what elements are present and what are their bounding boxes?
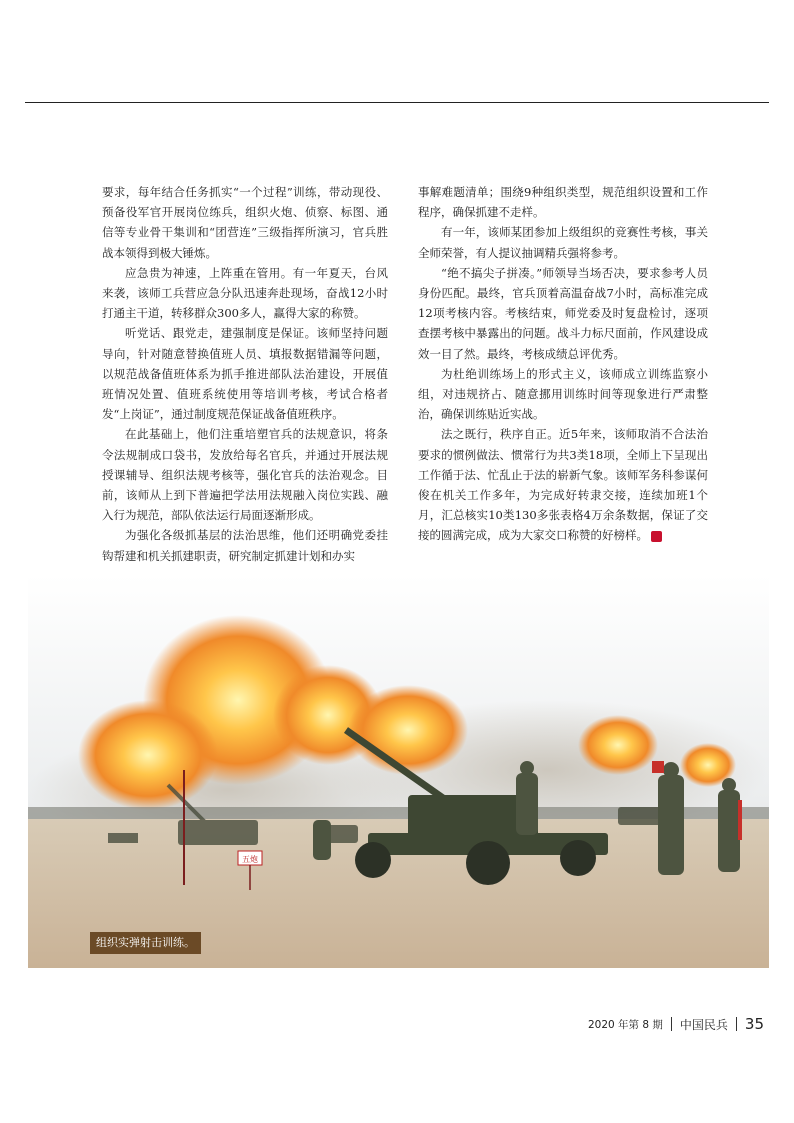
footer-divider — [736, 1017, 737, 1031]
header-rule — [25, 102, 769, 103]
artillery-photo — [28, 575, 769, 968]
text-column-left — [102, 182, 388, 566]
paragraph: 应急贵为神速，上阵重在管用。有一年夏天，台风来袭，该师工兵营应急分队迅速奔赴现场，奋战12小时打通主干道，转移群众300多人，赢得大家的称赞。 — [102, 265, 388, 321]
paragraph: “绝不搞尖子拼凑。”师领导当场否决，要求参考人员身份匹配。最终，官兵顶着高温奋战7小时，高标准完成12项考核内容。考核结束，师党委及时复盘检讨，逐项查摆考核中暴露出的问题。战斗力标尺面前，作风建设成效一目了然。最终，考核成绩总评优秀。 — [418, 265, 708, 361]
paragraph: 在此基础上，他们注重培塑官兵的法规意识，将条令法规制成口袋书，发放给每名官兵，并通过开展法规授课辅导、组织法规考核等，强化官兵的法治观念。目前，该师从上到下普遍把学法用法规融入岗位实践、融入行为规范，部队依法运行局面逐渐形成。 — [102, 427, 388, 523]
paragraph: 要求，每年结合任务抓实“一个过程”训练，带动现役、预备役军官开展岗位练兵，组织火炮、侦察、标图、通信等专业骨干集训和“团营连”三级指挥所演习，官兵胜战本领得到极大锤炼。 — [102, 185, 388, 260]
paragraph: 事解难题清单；围绕9种组织类型，规范组织设置和工作程序，确保抓建不走样。 — [418, 185, 708, 220]
end-mark-icon: 兵 — [651, 531, 662, 542]
photo-caption: 组织实弹射击训练。 — [90, 932, 201, 954]
page-number: 35 — [744, 1015, 764, 1033]
paragraph: 为杜绝训练场上的形式主义，该师成立训练监察小组，对违规挤占、随意挪用训练时间等现象进行严肃整治，确保训练贴近实战。 — [418, 366, 708, 422]
paragraph-text: 法之既行，秩序自正。近5年来，该师取消不合法治要求的惯例做法、惯常行为共3类18项，全师上下呈现出工作循于法、忙乱止于法的崭新气象。该师军务科参谋何俊在机关工作多年，为完成好转隶交接，连续加班1个月，汇总核实10类130多张表格4万余条数据，保证了交接的圆满完成，成为大家交口称赞的好榜样。 — [418, 427, 708, 543]
page-footer — [588, 1015, 764, 1033]
text-column-right — [418, 182, 708, 546]
magazine-name: 中国民兵 — [679, 1017, 728, 1032]
paragraph: 为强化各级抓基层的法治思维，他们还明确党委挂钩帮建和机关抓建职责，研究制定抓建计划和办实 — [102, 528, 388, 563]
paragraph: 有一年，该师某团参加上级组织的竞赛性考核，事关全师荣誉，有人提议抽调精兵强将参考。 — [418, 225, 708, 260]
issue-label: 2020 年第 8 期 — [587, 1018, 663, 1031]
artillery-illustration — [28, 575, 769, 968]
gun-sign-label: 五炮 — [242, 855, 258, 864]
paragraph: 听党话、跟党走，建强制度是保证。该师坚持问题导向，针对随意替换值班人员、填报数据错漏等问题，以规范战备值班体系为抓手推进部队法治建设，开展值班情况处置、值班系统使用等培训考核，考试合格者发“上岗证”，通过制度规范保证战备值班秩序。 — [102, 326, 388, 422]
last-paragraph — [418, 424, 708, 545]
footer-divider — [671, 1017, 672, 1031]
